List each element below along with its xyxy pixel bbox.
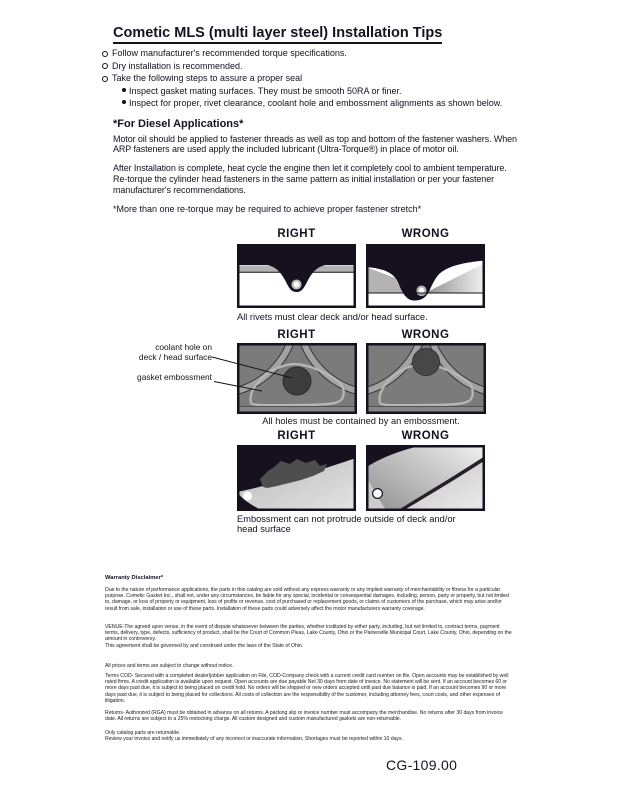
bullet-text: Take the following steps to assure a proper seal [112, 73, 303, 83]
bullet-text: Inspect gasket mating surfaces. They must be smooth 50RA or finer. [129, 85, 402, 96]
list-item [122, 98, 502, 108]
fig1-wrong-label: WRONG [401, 228, 450, 240]
page-number: CG-109.00 [386, 757, 458, 773]
fig3-wrong-label: WRONG [401, 430, 450, 442]
bullet-circle-icon [102, 51, 108, 57]
coolant-hole [283, 367, 311, 395]
warranty-heading: Warranty Disclaimer* [105, 575, 164, 581]
figure-embossment-wrong [366, 343, 486, 414]
figure-protrusion-right [237, 445, 356, 511]
bullet-text: Inspect for proper, rivet clearance, coolant hole and embossment alignments as shown below. [129, 97, 503, 108]
figure-protrusion-wrong [366, 445, 485, 511]
bullet-dot-icon [122, 88, 126, 92]
fig2-right-label: RIGHT [277, 329, 316, 341]
diesel-paragraph-1: Motor oil should be applied to fastener threads as well as top and bottom of the fastener washers. When ARP fasteners are used apply the included lubricant (Ultra-Torque®) in place of motor oil. [113, 133, 517, 155]
warranty-paragraph: Terms COD- Secured with a completed dealer/jobber application on File, COD-Company check with a current credit card number on file. Open accounts may be established by well rated firms. A credit application is available upon request. Open accounts are due payable Net 30 days from date of invoice. No statement will be sent. If an account becomes 60 or more days past due, it is subject to being placed on credit hold. No orders will be shipped or new orders accepted until past due balance is paid. If an account becomes 90 or more days past due, it is subject to being placed for collections. All costs of collection are the responsibility of the customer, including attorney fees, court costs, and other expenses of litigation. [105, 672, 509, 705]
list-item [102, 48, 347, 58]
figure-rivet-right [237, 244, 356, 308]
bullet-dot-icon [122, 100, 126, 104]
warranty-paragraph: VENUE-The agreed upon venue, in the event of dispute whatsoever between the parties, whether instituted by either party, including, but not limited to, contract terms, payment terms, delivery, type, defects, sufficiency of product, shall be the Court of Common Pleas, Lake County, Ohio or the Painesville Municipal Court, Lake County, Ohio, depending on the amount in controversy. [105, 623, 512, 643]
fig1-right-label: RIGHT [277, 228, 316, 240]
gasket-embossment-annotation: gasket embossment [137, 371, 212, 382]
fig3-caption: Embossment can not protrude outside of deck and/or head surface [237, 514, 456, 534]
warranty-paragraph: This agreement shall be governed by and construed under the laws of the State of Ohio. [105, 643, 304, 649]
retorque-note: *More than one re-torque may be required to achieve proper fastener stretch* [113, 204, 422, 214]
figure-rivet-wrong [366, 244, 485, 308]
warranty-paragraph: Only catalog parts are returnable. [105, 729, 181, 736]
list-item [122, 86, 401, 96]
warranty-paragraph: Returns- Authorized (RGA) must be obtained in advance on all returns. A packing slip or invoice number must accompany the merchandise. No returns after 30 days from invoice date. All returns are subject to a 25% restocking charge. All custom designed and custom manufactured gaskets are non-returnable. [105, 709, 503, 722]
diesel-paragraph-2: After Installation is complete, heat cycle the engine then let it completely cool to ambient temperature. Re-torque the cylinder head fasteners in the same pattern as initial installation or per your fastener manufacturer's recommendations. [113, 163, 507, 195]
coolant-hole-annotation: coolant hole on deck / head surface [138, 342, 212, 362]
bullet-text: Dry installation is recommended. [112, 60, 243, 71]
list-item [102, 61, 243, 71]
bullet-circle-icon [102, 63, 108, 69]
warranty-paragraph: All prices and terms are subject to change without notice. [105, 662, 234, 669]
list-item [102, 73, 302, 83]
bullet-circle-icon [102, 76, 108, 82]
figure-embossment-right [237, 343, 357, 414]
bullet-text: Follow manufacturer's recommended torque specifications. [112, 48, 347, 58]
coolant-hole [413, 349, 440, 376]
diesel-heading: *For Diesel Applications* [113, 118, 244, 130]
fig2-wrong-label: WRONG [401, 329, 450, 341]
bolt-hole [243, 491, 252, 500]
fig3-right-label: RIGHT [277, 430, 316, 442]
bolt-hole [373, 489, 383, 499]
page-title: Cometic MLS (multi layer steel) Installation Tips [113, 25, 442, 44]
warranty-paragraph: Due to the nature of performance applications, the parts in this catalog are sold without any express warranty or any implied warranty of merchantability or fitness for a particular purpose. Cometic Gasket Inc., shall not, under any circumstances, be liable for any special, incidental or consequential damages, including, person, party or property, but not limited to, damage, or loss of property or equipment, loss of profits or revenue, cost of purchased or replacement goods, or claims of customers of the purchase, which may arise and/or result from sale, installation or use of these parts. Installation of these parts could adversely affect the motor manufacturers warranty coverage. [105, 586, 509, 612]
fig1-caption: All rivets must clear deck and/or head surface. [237, 312, 428, 322]
warranty-paragraph: Review your invoice and notify us immediately of any incorrect or inaccurate information. Shortages must be reported within 10 days. [105, 736, 403, 742]
fig2-caption: All holes must be contained by an embossment. [262, 416, 460, 426]
